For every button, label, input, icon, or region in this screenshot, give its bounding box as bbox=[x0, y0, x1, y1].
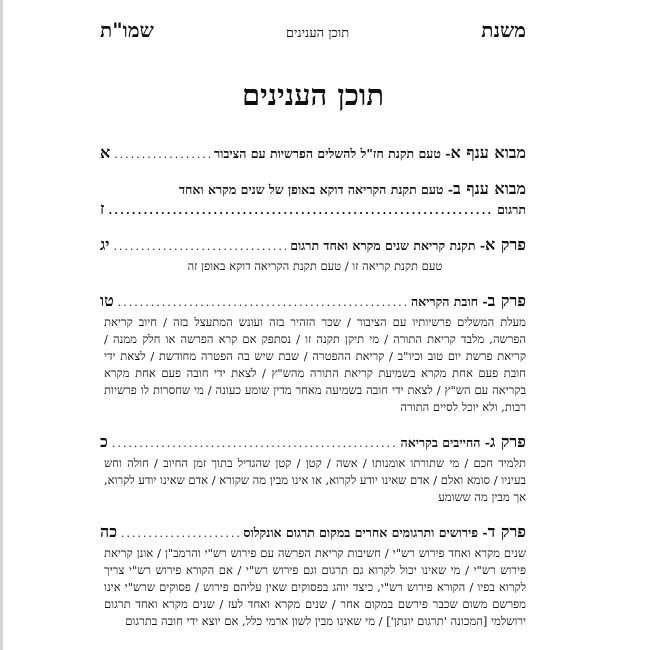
running-head bbox=[100, 0, 526, 40]
toc-entry-continuation: תרגום bbox=[497, 202, 526, 217]
toc-entry-continuation-line bbox=[100, 199, 526, 219]
toc-entry[interactable] bbox=[100, 432, 526, 506]
running-head-book-title: משנת bbox=[481, 18, 526, 42]
toc-entry-title: פרק ב bbox=[487, 291, 526, 310]
toc-entry-description: מעלת המשלים פרשיותיו עם הציבור / שכר הזהיר בזה ועונש המתעצל בזה / חיוב קריאת הפרשה, מלבד קריאת התורה / מי תיקן תקנה זו / נסתפק אם קרא הפרשה או חלק ממנה / קריאת פרשת יום טוב וכיו"ב / קריאת ההפטרה / שבת שיש בה הפטרה מחודשת / לצאת ידי חובת פעם אחת מקרא בשמיעת קריאת התורה מהש"ץ / לצאת ידי חובה פעם אחת מקרא בקריאה עם הש"ץ / לצאת ידי חובה בשמיעה מאחר מדין שומע כעונה / מי שחסרות לו פרשיות רבות, ולא יוכל לסיים התורה bbox=[104, 315, 526, 414]
toc-entry-subtitle: - טעם תקנת חז"ל להשלים הפרשיות עם הציבור bbox=[214, 146, 451, 161]
toc-entry-line bbox=[100, 143, 526, 163]
dot-leader bbox=[114, 148, 210, 161]
toc-entry-title: מבוא ענף א bbox=[450, 143, 526, 162]
dot-leader bbox=[108, 204, 493, 217]
toc-entry-title: פרק ד bbox=[487, 522, 526, 541]
toc-entry-subtitle: - טעם תקנת הקריאה דוקא באופן של שנים מקרא ואחד bbox=[178, 182, 454, 197]
page-title: תוכן הענינים bbox=[241, 78, 385, 112]
toc-entry-line bbox=[100, 432, 526, 452]
toc-entry-line bbox=[100, 522, 526, 542]
running-head-subtitle: שמו"ת bbox=[100, 18, 154, 42]
toc-entry-subtitle: - פירושים ותרגומים אחרים במקום תרגום אונקלוס bbox=[243, 525, 488, 540]
toc-page-number: ז bbox=[100, 199, 105, 218]
toc-entry-description: תלמיד חכם / מי שתורתו אומנותו / אשה / קטן / קטן שהגדיל בתוך זמן החיוב / חולה וחש בעיניו / סומא ואלם / אדם שאינו יודע לקרוא, או אינו מבין מה שקורא / אדם שאינו יודע לקרוא, אך מבין מה ששומע bbox=[104, 456, 526, 504]
toc-entry-subtitle: - תקנת קריאת שנים מקרא ואחד תרגום bbox=[290, 238, 486, 253]
toc-entry[interactable] bbox=[100, 291, 526, 416]
toc-page-number: א bbox=[100, 143, 111, 162]
toc-page-number: יג bbox=[100, 235, 110, 254]
dot-leader bbox=[113, 240, 286, 253]
toc-entry-subtitle: - החייבים בקריאה bbox=[400, 435, 491, 450]
dot-leader bbox=[118, 296, 407, 309]
toc-entry[interactable] bbox=[100, 235, 526, 275]
toc-entry-title: פרק א bbox=[485, 235, 526, 254]
toc-page-number: כ bbox=[100, 432, 108, 451]
toc-page-number: כה bbox=[100, 522, 118, 541]
toc-entry-description: טעם תקנת קריאה זו / טעם תקנת הקריאה דוקא באופן זה bbox=[187, 259, 443, 273]
toc-entry-line bbox=[100, 179, 526, 199]
toc-entry[interactable] bbox=[100, 522, 526, 630]
toc-page-number: טו bbox=[100, 291, 114, 310]
toc-entry[interactable] bbox=[100, 179, 526, 219]
dot-leader bbox=[121, 527, 239, 540]
toc-entry-description: שנים מקרא ואחד פירוש רש"י / חשיבות קריאת הפרשה עם פירוש רש"י והרמב"ן / אונן קריאת פירוש רש"י / מי שאינו יכול לקרוא גם תרגום וגם פירוש רש"י / אם הקורא פירוש רש"י צריך לקרוא בפיו / הקורא פירוש רש"י, כיצד יוהג בפסוקים שאין עליהם פירוש / פסוקים שרש"י אינו מפרשם משום שכבר פירשם במקום אחר / שנים מקרא ואחד לעז / שנים מקרא ואחד תרגום ירושלמי [המכונה 'תרגום יונתן'] / מי שאינו מבין לשון ארמי כלל, אם יוצא ידי חובה בתרגום bbox=[104, 546, 526, 628]
toc-entry-title: מבוא ענף ב bbox=[453, 179, 526, 198]
toc-entry-title: פרק ג bbox=[490, 432, 526, 451]
toc-entry-line bbox=[100, 291, 526, 311]
page-edge bbox=[0, 0, 3, 650]
toc-entry-line bbox=[100, 235, 526, 255]
toc-entry[interactable] bbox=[100, 143, 526, 163]
dot-leader bbox=[112, 437, 397, 450]
running-head-section: תוכן הענינים bbox=[285, 26, 350, 41]
toc-entry-subtitle: - חובת הקריאה bbox=[410, 294, 488, 309]
